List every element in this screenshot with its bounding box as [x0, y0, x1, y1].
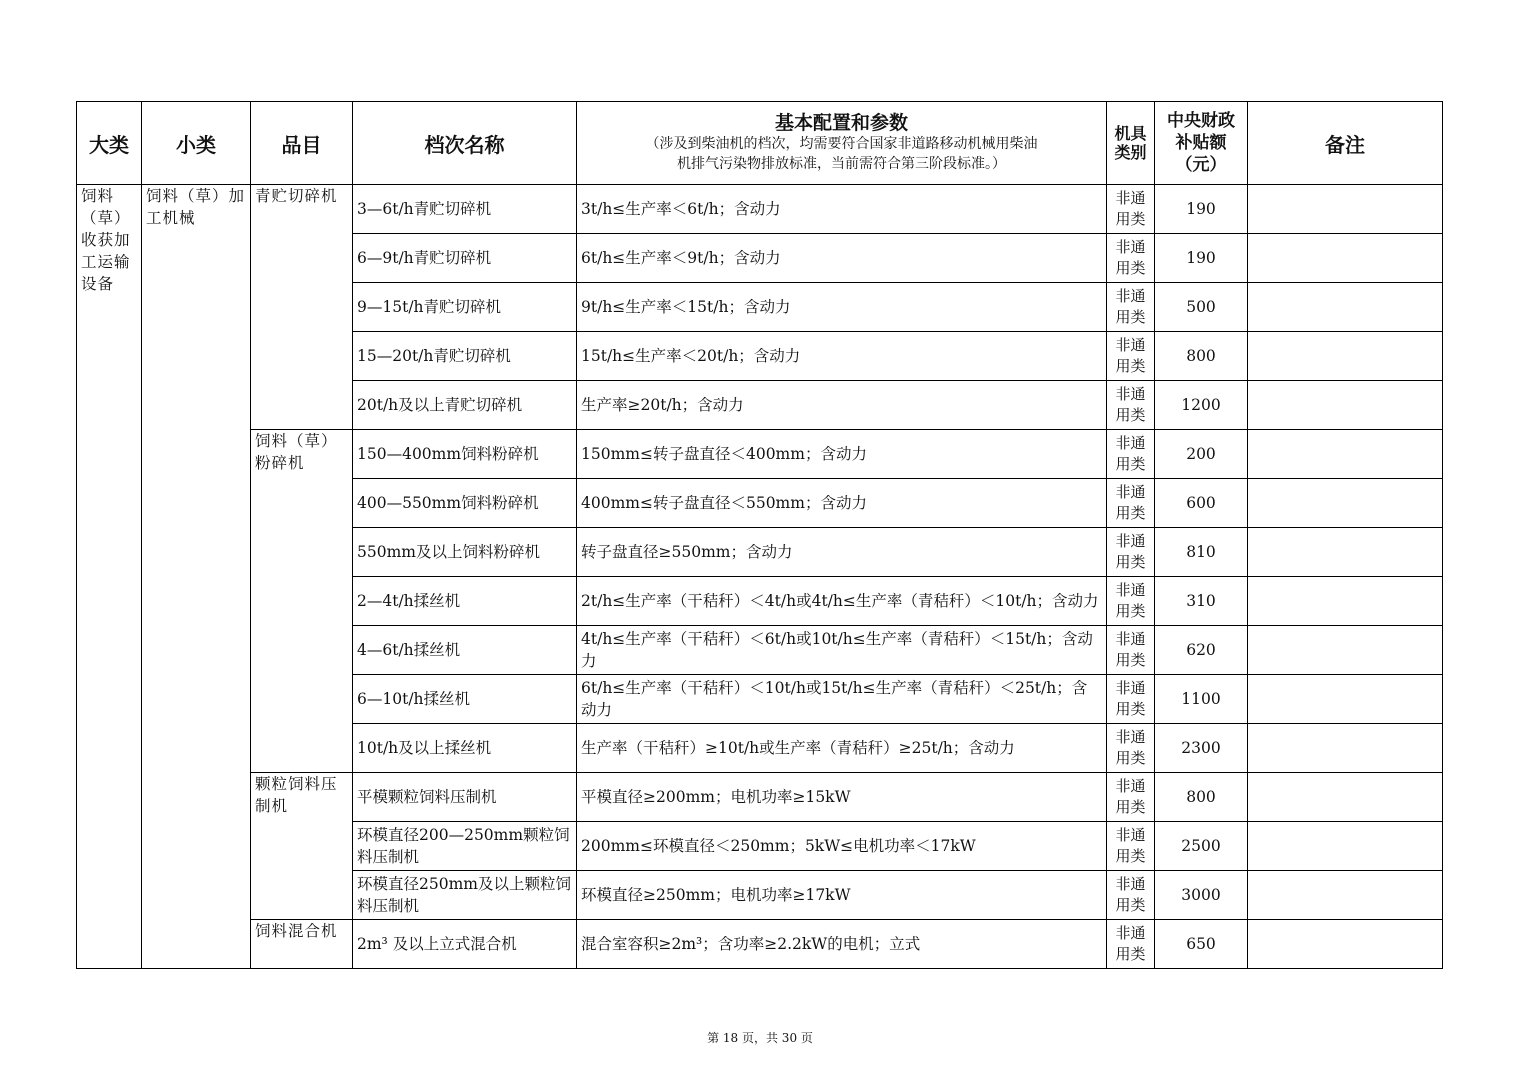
- type-cell: 非通用类: [1107, 283, 1155, 332]
- grade-cell: 2—4t/h揉丝机: [353, 577, 577, 626]
- table-header-row: [77, 102, 1443, 185]
- remark-cell: [1248, 626, 1443, 675]
- amount-cell: 190: [1155, 185, 1248, 234]
- remark-cell: [1248, 185, 1443, 234]
- grade-cell: 平模颗粒饲料压制机: [353, 773, 577, 822]
- grade-cell: 环模直径250mm及以上颗粒饲料压制机: [353, 871, 577, 920]
- header-type-line2: 类别: [1114, 143, 1147, 162]
- header-grade: 档次名称: [353, 102, 577, 185]
- remark-cell: [1248, 675, 1443, 724]
- header-config-title: 基本配置和参数: [774, 112, 908, 134]
- type-cell: 非通用类: [1107, 626, 1155, 675]
- type-cell: 非通用类: [1107, 185, 1155, 234]
- remark-cell: [1248, 528, 1443, 577]
- amount-cell: 2300: [1155, 724, 1248, 773]
- spec-cell: 转子盘直径≥550mm；含动力: [577, 528, 1107, 577]
- remark-cell: [1248, 871, 1443, 920]
- header-amount: [1155, 102, 1248, 185]
- type-cell: 非通用类: [1107, 871, 1155, 920]
- type-cell: 非通用类: [1107, 675, 1155, 724]
- amount-cell: 620: [1155, 626, 1248, 675]
- header-amount-line3: （元）: [1175, 155, 1227, 175]
- header-item: 品目: [251, 102, 353, 185]
- table-row: [77, 430, 1443, 479]
- spec-cell: 15t/h≤生产率＜20t/h；含动力: [577, 332, 1107, 381]
- type-cell: 非通用类: [1107, 234, 1155, 283]
- remark-cell: [1248, 430, 1443, 479]
- grade-cell: 4—6t/h揉丝机: [353, 626, 577, 675]
- remark-cell: [1248, 822, 1443, 871]
- spec-cell: 400mm≤转子盘直径＜550mm；含动力: [577, 479, 1107, 528]
- header-config-note-1: （涉及到柴油机的档次，均需要符合国家非道路移动机械用柴油: [645, 136, 1038, 152]
- amount-cell: 3000: [1155, 871, 1248, 920]
- type-cell: 非通用类: [1107, 822, 1155, 871]
- remark-cell: [1248, 724, 1443, 773]
- grade-cell: 9—15t/h青贮切碎机: [353, 283, 577, 332]
- amount-cell: 200: [1155, 430, 1248, 479]
- item-pellet-press: 颗粒饲料压制机: [251, 773, 353, 920]
- type-cell: 非通用类: [1107, 430, 1155, 479]
- spec-cell: 平模直径≥200mm；电机功率≥15kW: [577, 773, 1107, 822]
- header-config-note-2: 机排气污染物排放标准，当前需符合第三阶段标准。）: [677, 156, 1006, 172]
- spec-cell: 6t/h≤生产率（干秸秆）＜10t/h或15t/h≤生产率（青秸秆）＜25t/h；含动力: [577, 675, 1107, 724]
- type-cell: 非通用类: [1107, 479, 1155, 528]
- subcategory-cell: 饲料（草）加工机械: [142, 185, 251, 969]
- grade-cell: 2m³ 及以上立式混合机: [353, 920, 577, 969]
- amount-cell: 190: [1155, 234, 1248, 283]
- amount-cell: 2500: [1155, 822, 1248, 871]
- header-remark: 备注: [1248, 102, 1443, 185]
- amount-cell: 600: [1155, 479, 1248, 528]
- spec-cell: 2t/h≤生产率（干秸秆）＜4t/h或4t/h≤生产率（青秸秆）＜10t/h；含动力: [577, 577, 1107, 626]
- remark-cell: [1248, 773, 1443, 822]
- amount-cell: 500: [1155, 283, 1248, 332]
- type-cell: 非通用类: [1107, 332, 1155, 381]
- amount-cell: 310: [1155, 577, 1248, 626]
- grade-cell: 6—9t/h青贮切碎机: [353, 234, 577, 283]
- header-type-line1: 机具: [1114, 124, 1147, 143]
- item-feed-crusher: 饲料（草）粉碎机: [251, 430, 353, 773]
- grade-cell: 400—550mm饲料粉碎机: [353, 479, 577, 528]
- category-cell: 饲料（草）收获加工运输设备: [77, 185, 142, 969]
- grade-cell: 15—20t/h青贮切碎机: [353, 332, 577, 381]
- grade-cell: 10t/h及以上揉丝机: [353, 724, 577, 773]
- grade-cell: 550mm及以上饲料粉碎机: [353, 528, 577, 577]
- item-silage-cutter: 青贮切碎机: [251, 185, 353, 430]
- grade-cell: 6—10t/h揉丝机: [353, 675, 577, 724]
- header-amount-line2: 补贴额: [1175, 133, 1227, 153]
- spec-cell: 200mm≤环模直径＜250mm；5kW≤电机功率＜17kW: [577, 822, 1107, 871]
- table-row: [77, 920, 1443, 969]
- item-feed-mixer: 饲料混合机: [251, 920, 353, 969]
- amount-cell: 810: [1155, 528, 1248, 577]
- remark-cell: [1248, 920, 1443, 969]
- header-subcategory: 小类: [142, 102, 251, 185]
- remark-cell: [1248, 381, 1443, 430]
- table-row: [77, 773, 1443, 822]
- header-category: 大类: [77, 102, 142, 185]
- header-config: [577, 102, 1107, 185]
- type-cell: 非通用类: [1107, 577, 1155, 626]
- header-amount-line1: 中央财政: [1167, 111, 1235, 131]
- header-type: [1107, 102, 1155, 185]
- amount-cell: 800: [1155, 332, 1248, 381]
- spec-cell: 环模直径≥250mm；电机功率≥17kW: [577, 871, 1107, 920]
- amount-cell: 1200: [1155, 381, 1248, 430]
- spec-cell: 9t/h≤生产率＜15t/h；含动力: [577, 283, 1107, 332]
- table-row: [77, 185, 1443, 234]
- type-cell: 非通用类: [1107, 920, 1155, 969]
- type-cell: 非通用类: [1107, 724, 1155, 773]
- grade-cell: 20t/h及以上青贮切碎机: [353, 381, 577, 430]
- page-footer: 第 18 页，共 30 页: [707, 1031, 813, 1045]
- type-cell: 非通用类: [1107, 381, 1155, 430]
- subsidy-table: [76, 101, 1443, 969]
- remark-cell: [1248, 234, 1443, 283]
- type-cell: 非通用类: [1107, 528, 1155, 577]
- remark-cell: [1248, 332, 1443, 381]
- type-cell: 非通用类: [1107, 773, 1155, 822]
- spec-cell: 150mm≤转子盘直径＜400mm；含动力: [577, 430, 1107, 479]
- spec-cell: 生产率≥20t/h；含动力: [577, 381, 1107, 430]
- spec-cell: 3t/h≤生产率＜6t/h；含动力: [577, 185, 1107, 234]
- spec-cell: 4t/h≤生产率（干秸秆）＜6t/h或10t/h≤生产率（青秸秆）＜15t/h；含动力: [577, 626, 1107, 675]
- amount-cell: 1100: [1155, 675, 1248, 724]
- remark-cell: [1248, 479, 1443, 528]
- spec-cell: 生产率（干秸秆）≥10t/h或生产率（青秸秆）≥25t/h；含动力: [577, 724, 1107, 773]
- amount-cell: 650: [1155, 920, 1248, 969]
- spec-cell: 6t/h≤生产率＜9t/h；含动力: [577, 234, 1107, 283]
- remark-cell: [1248, 283, 1443, 332]
- remark-cell: [1248, 577, 1443, 626]
- amount-cell: 800: [1155, 773, 1248, 822]
- grade-cell: 3—6t/h青贮切碎机: [353, 185, 577, 234]
- grade-cell: 150—400mm饲料粉碎机: [353, 430, 577, 479]
- grade-cell: 环模直径200—250mm颗粒饲料压制机: [353, 822, 577, 871]
- spec-cell: 混合室容积≥2m³；含功率≥2.2kW的电机；立式: [577, 920, 1107, 969]
